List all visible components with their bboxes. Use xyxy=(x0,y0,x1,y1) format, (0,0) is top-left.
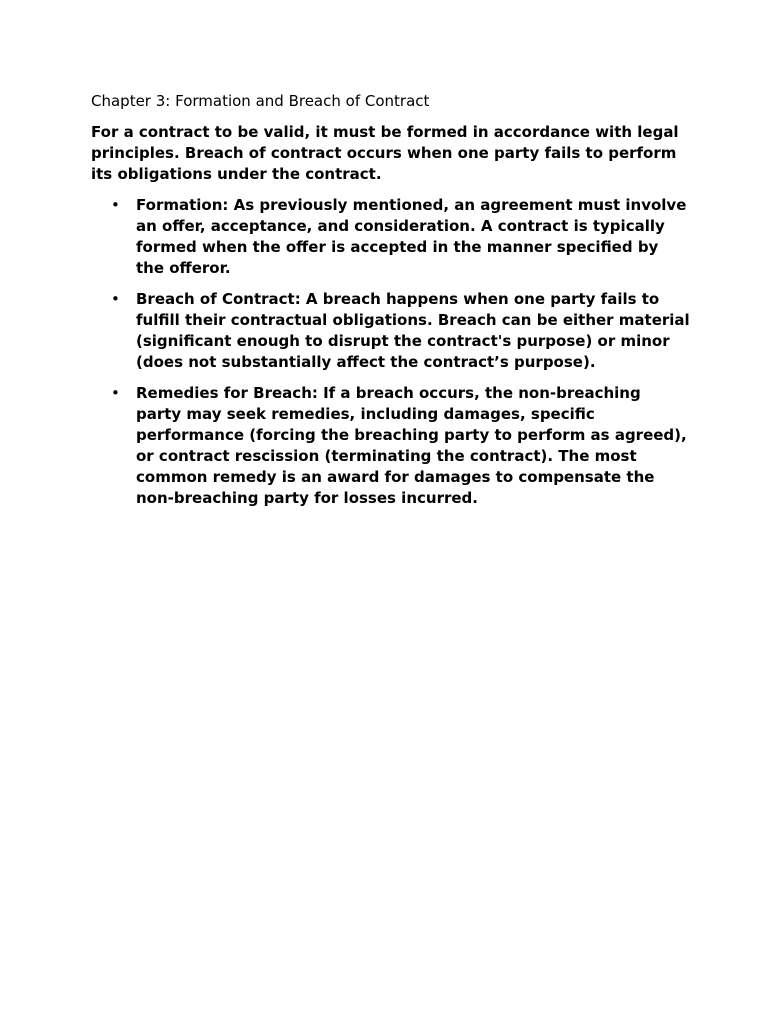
list-item-remedies xyxy=(91,383,691,509)
list-item-text: Formation: As previously mentioned, an agreement must involve an offer, acceptance, and consideration. A contract is typically formed when the offer is accepted in the manner specified by the offeror. xyxy=(136,196,687,277)
bullet-list xyxy=(91,195,691,509)
document-page xyxy=(91,91,691,519)
intro-paragraph: For a contract to be valid, it must be formed in accordance with legal principles. Breach of contract occurs when one party fails to perform its obligations under the contract. xyxy=(91,123,679,183)
bullet-icon: • xyxy=(111,384,120,402)
list-item-text: Remedies for Breach: If a breach occurs, the non-breaching party may seek remedies, including damages, specific performance (forcing the breaching party to perform as agreed), or contract rescission (terminating the contract). The most common remedy is an award for damages to compensate the non-breaching party for losses incurred. xyxy=(136,384,687,507)
bullet-icon: • xyxy=(111,290,120,308)
list-item-formation xyxy=(91,195,691,279)
list-item-text: Breach of Contract: A breach happens when one party fails to fulfill their contractual obligations. Breach can be either material (significant enough to disrupt the contract's purpose) or minor (does not substantially affect the contract’s purpose). xyxy=(136,290,690,371)
list-item-breach xyxy=(91,289,691,373)
chapter-title: Chapter 3: Formation and Breach of Contract xyxy=(91,92,430,110)
bullet-icon: • xyxy=(111,196,120,214)
